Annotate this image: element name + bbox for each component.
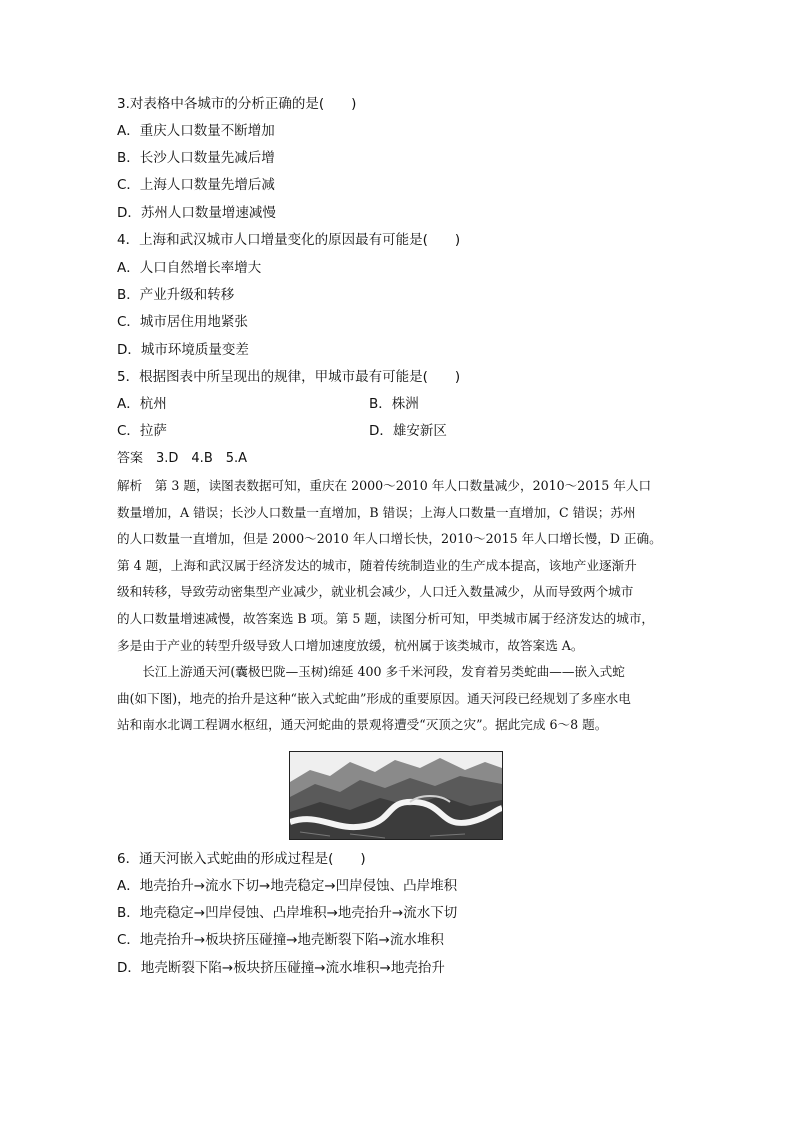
question-5-stem: 5．根据图表中所呈现出的规律，甲城市最有可能是( ) — [117, 369, 461, 385]
question-6-stem: 6．通天河嵌入式蛇曲的形成过程是( ) — [117, 851, 366, 867]
analysis-line: 数量增加，A 错误；长沙人口数量一直增加，B 错误；上海人口数量一直增加，C 错误；苏州 — [117, 504, 636, 520]
question-4-option-c: C．城市居住用地紧张 — [117, 314, 248, 330]
analysis-line: 解析 第 3 题，读图表数据可知，重庆在 2000～2010 年人口数量减少，2010～2015 年人口 — [117, 478, 652, 493]
analysis-line: 级和转移，导致劳动密集型产业减少，就业机会减少，人口迁入数量减少，从而导致两个城市 — [117, 584, 634, 600]
question-3-stem: 3.对表格中各城市的分析正确的是( ) — [117, 96, 357, 112]
question-3-option-b: B．长沙人口数量先减后增 — [117, 150, 275, 166]
question-4-option-d: D．城市环境质量变差 — [117, 342, 249, 358]
question-3-option-a: A．重庆人口数量不断增加 — [117, 123, 275, 139]
question-6-option-a: A．地壳抬升→流水下切→地壳稳定→凹岸侵蚀、凸岸堆积 — [117, 878, 458, 894]
answer-line: 答案 3.D 4.B 5.A — [117, 451, 248, 466]
question-4-option-a: A．人口自然增长率增大 — [117, 260, 262, 276]
meander-photo — [289, 751, 503, 840]
analysis-line: 的人口数量增速减慢，故答案选 B 项。第 5 题，读图分析可知，甲类城市属于经济发达的城市， — [117, 610, 655, 626]
meander-landscape-illustration — [290, 752, 502, 839]
question-4-option-b: B．产业升级和转移 — [117, 287, 235, 303]
intro-line: 曲(如下图)，地壳的抬升是这种“嵌入式蛇曲”形成的重要原因。通天河段已经规划了多座水电 — [117, 690, 631, 706]
question-5-option-a: A．杭州 — [117, 396, 167, 412]
question-6-option-b: B．地壳稳定→凹岸侵蚀、凸岸堆积→地壳抬升→流水下切 — [117, 905, 458, 921]
question-5-option-c: C．拉萨 — [117, 423, 167, 439]
analysis-paragraph — [117, 473, 679, 659]
question-5-option-b: B．株洲 — [369, 396, 419, 412]
question-3-option-c: C．上海人口数量先增后减 — [117, 177, 275, 193]
question-6-option-c: C．地壳抬升→板块挤压碰撞→地壳断裂下陷→流水堆积 — [117, 932, 444, 948]
question-6-option-d: D．地壳断裂下陷→板块挤压碰撞→流水堆积→地壳抬升 — [117, 960, 445, 976]
intro-paragraph — [117, 659, 679, 739]
intro-line: 站和南水北调工程调水枢纽，通天河蛇曲的景观将遭受“灭顶之灾”。据此完成 6～8 题。 — [117, 717, 608, 733]
analysis-line: 的人口数量一直增加，但是 2000～2010 年人口增长快，2010～2015 年人口增长慢，D 正确。 — [117, 531, 662, 547]
question-4-stem: 4．上海和武汉城市人口增量变化的原因最有可能是( ) — [117, 232, 461, 248]
question-3-option-d: D．苏州人口数量增速减慢 — [117, 205, 276, 221]
analysis-line: 第 4 题，上海和武汉属于经济发达的城市，随着传统制造业的生产成本提高，该地产业逐渐升 — [117, 557, 637, 573]
question-5-option-d: D．雄安新区 — [369, 423, 447, 439]
intro-line: 长江上游通天河(囊极巴陇—玉树)绵延 400 多千米河段，发育着另类蛇曲——嵌入式蛇 — [142, 664, 625, 679]
analysis-line: 多是由于产业的转型升级导致人口增加速度放缓，杭州属于该类城市，故答案选 A。 — [117, 637, 584, 653]
